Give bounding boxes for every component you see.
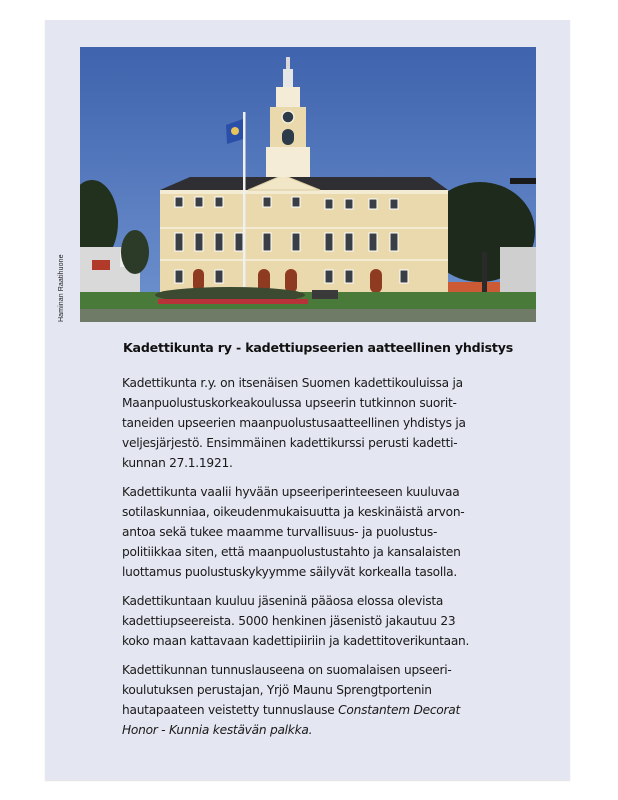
text-line: koko maan kattavaan kadettipiiriin ja kadettitoverikuntaan. [122, 634, 470, 648]
text-line [122, 720, 482, 740]
paragraph-4 [122, 660, 482, 740]
text-line: politiikkaa siten, että maanpuolustustahto ja kansalaisten [122, 545, 461, 559]
text-line: antoa sekä tukee maamme turvallisuus- ja puolustus- [122, 525, 438, 539]
text-line: Kadettikunta r.y. on itsenäisen Suomen kadettikouluissa ja [122, 376, 463, 390]
text-line: Kadettikuntaan kuuluu jäseninä pääosa elossa olevista [122, 594, 444, 608]
motto-translation: Honor - Kunnia kestävän palkka. [122, 723, 313, 737]
text-line: veljesjärjestö. Ensimmäinen kadettikurssi perusti kadetti- [122, 436, 458, 450]
paragraph-2 [122, 482, 482, 582]
text-line: kadettiupseereista. 5000 henkinen jäsenistö jakautuu 23 [122, 614, 456, 628]
document-body [122, 373, 482, 749]
text-line: Kadettikunta vaalii hyvään upseeriperinteeseen kuuluvaa [122, 485, 460, 499]
document-heading: Kadettikunta ry - kadettiupseerien aatteellinen yhdistys [123, 340, 514, 355]
town-hall-photo [80, 47, 536, 322]
text-line: taneiden upseerien maanpuolustusaatteellinen yhdistys ja [122, 416, 466, 430]
town-hall-illustration [80, 47, 536, 322]
text-line: sotilaskunniaa, oikeudenmukaisuutta ja keskinäistä arvon- [122, 505, 465, 519]
text-segment: hautapaateen veistetty tunnuslause [122, 703, 339, 717]
text-line: luottamus puolustuskykyymme säilyvät korkealla tasolla. [122, 565, 457, 579]
text-line: koulutuksen perustajan, Yrjö Maunu Sprengtportenin [122, 683, 432, 697]
paragraph-3 [122, 591, 482, 651]
photo-caption: Haminan Raatihuone [58, 254, 65, 322]
text-line [122, 700, 482, 720]
text-line: kunnan 27.1.1921. [122, 456, 233, 470]
motto-latin: Constantem Decorat [338, 703, 460, 717]
text-line: Maanpuolustuskorkeakoulussa upseerin tutkinnon suorit- [122, 396, 457, 410]
paragraph-1 [122, 373, 482, 473]
text-line: Kadettikunnan tunnuslauseena on suomalaisen upseeri- [122, 663, 452, 677]
